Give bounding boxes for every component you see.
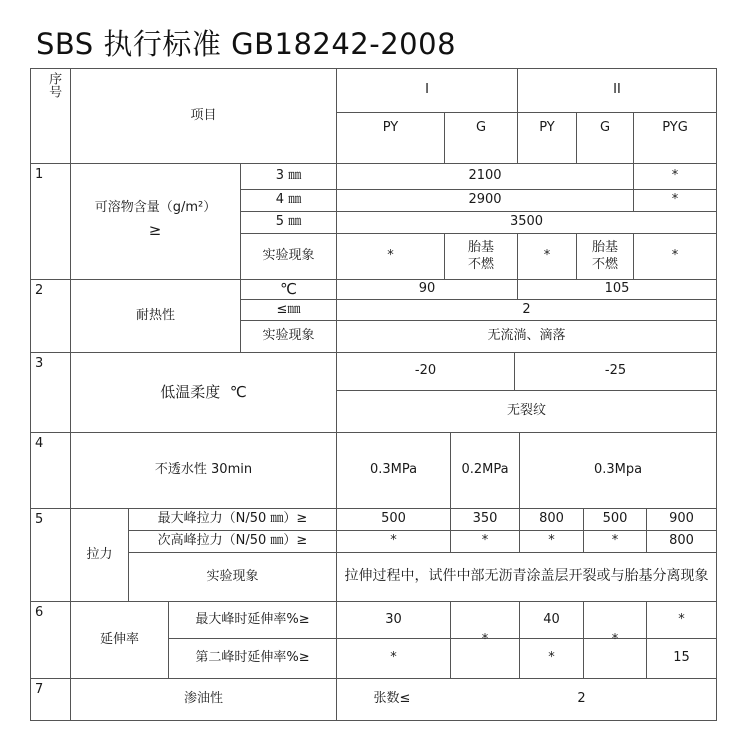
row-1-3mm-pyg: *	[671, 168, 679, 184]
row-2-observation: 无流淌、滴落	[487, 328, 566, 344]
row-6-sub-second: 第二峰时延伸率%≥	[195, 650, 310, 666]
row-2-mm-value: 2	[522, 301, 531, 317]
row-1-sub-observation: 实验现象	[262, 248, 315, 264]
row-1-5mm-value: 3500	[509, 214, 544, 230]
row-2-temp-II: 105	[604, 281, 630, 297]
header-item: 项目	[190, 107, 217, 123]
row-5-second-g-1: *	[481, 533, 489, 549]
row-7-value: 2	[577, 691, 586, 707]
row-5-max-g-1: 350	[472, 511, 498, 527]
row-1-3mm-value: 2100	[468, 168, 502, 184]
row-5-second-py-1: *	[390, 533, 397, 549]
row-1-number: 1	[35, 167, 44, 182]
row-1-ge-symbol: ≥	[148, 220, 162, 239]
row-4-value-3: 0.3Mpa	[593, 462, 643, 478]
row-5-name: 拉力	[86, 546, 113, 562]
header-col-g-1: G	[475, 119, 487, 135]
row-6-second-py-1: *	[390, 650, 397, 666]
header-col-py-1: PY	[382, 119, 399, 135]
row-6-max-py-2: 40	[543, 611, 560, 627]
row-2-temp-I: 90	[418, 281, 436, 297]
row-4-value-1: 0.3MPa	[369, 462, 418, 478]
header-group-2: II	[613, 82, 621, 98]
page-title: SBS 执行标准 GB18242-2008	[36, 27, 457, 61]
header-col-g-2: G	[599, 119, 611, 135]
row-1-sub-4mm: 4 ㎜	[275, 192, 302, 208]
row-4-number: 4	[35, 436, 44, 451]
row-7-number: 7	[35, 682, 44, 697]
header-seq: 序号	[46, 72, 62, 98]
row-5-max-pyg: 900	[669, 511, 694, 527]
row-7-name: 渗油性	[183, 691, 223, 707]
row-5-max-py-2: 800	[539, 511, 564, 527]
row-5-second-pyg: 800	[669, 533, 694, 549]
row-3-observation: 无裂纹	[506, 403, 546, 419]
row-1-obs-py-1: *	[387, 248, 394, 264]
row-6-max-py-1: 30	[385, 611, 402, 627]
row-3-value-I: -20	[414, 363, 437, 379]
row-3-name: 低温柔度 ℃	[160, 383, 247, 402]
row-1-4mm-value: 2900	[468, 192, 502, 208]
row-2-sub-temp: ℃	[280, 280, 297, 299]
row-5-sub-observation: 实验现象	[206, 568, 259, 584]
row-3-number: 3	[35, 356, 44, 371]
row-1-sub-3mm: 3 ㎜	[275, 168, 302, 184]
row-6-sub-max: 最大峰时延伸率%≥	[195, 611, 310, 627]
row-1-4mm-pyg: *	[671, 192, 679, 208]
header-col-pyg: PYG	[662, 119, 688, 135]
row-1-name: 可溶物含量（g/m²）	[94, 199, 217, 215]
row-4-name: 不透水性 30min	[154, 462, 253, 478]
row-7-sub: 张数≤	[373, 691, 411, 707]
row-6-second-pyg: 15	[673, 650, 690, 666]
row-6-g-2: *	[611, 631, 619, 647]
row-4-value-2: 0.2MPa	[461, 462, 509, 478]
row-1-obs-g-1: 胎基 不燃	[467, 240, 494, 272]
row-6-number: 6	[35, 605, 44, 620]
header-col-py-2: PY	[539, 119, 555, 135]
row-1-obs-pyg: *	[671, 248, 679, 264]
row-1-obs-g-2: 胎基 不燃	[591, 240, 618, 272]
header-group-1: I	[425, 82, 429, 98]
row-6-name: 延伸率	[99, 631, 139, 647]
row-5-second-g-2: *	[611, 533, 619, 549]
row-6-second-py-2: *	[548, 650, 555, 666]
row-5-sub-max: 最大峰拉力（N/50 ㎜）≥	[157, 511, 308, 527]
row-2-sub-observation: 实验现象	[262, 328, 315, 344]
row-5-number: 5	[35, 512, 44, 527]
row-6-max-pyg: *	[678, 611, 685, 627]
row-3-value-II: -25	[604, 363, 627, 379]
row-2-name: 耐热性	[135, 307, 175, 323]
row-5-observation: 拉伸过程中，试件中部无沥青涂盖层开裂或与胎基分离现象	[344, 568, 709, 585]
row-1-sub-5mm: 5 ㎜	[275, 214, 302, 230]
row-2-sub-mm: ≤㎜	[276, 301, 301, 317]
row-5-sub-second: 次高峰拉力（N/50 ㎜）≥	[157, 533, 308, 549]
row-5-max-py-1: 500	[381, 511, 406, 527]
row-1-obs-py-2: *	[543, 248, 551, 264]
row-2-number: 2	[35, 283, 44, 298]
row-5-max-g-2: 500	[602, 511, 628, 527]
row-5-second-py-2: *	[548, 533, 555, 549]
row-6-g-1: *	[481, 631, 489, 647]
